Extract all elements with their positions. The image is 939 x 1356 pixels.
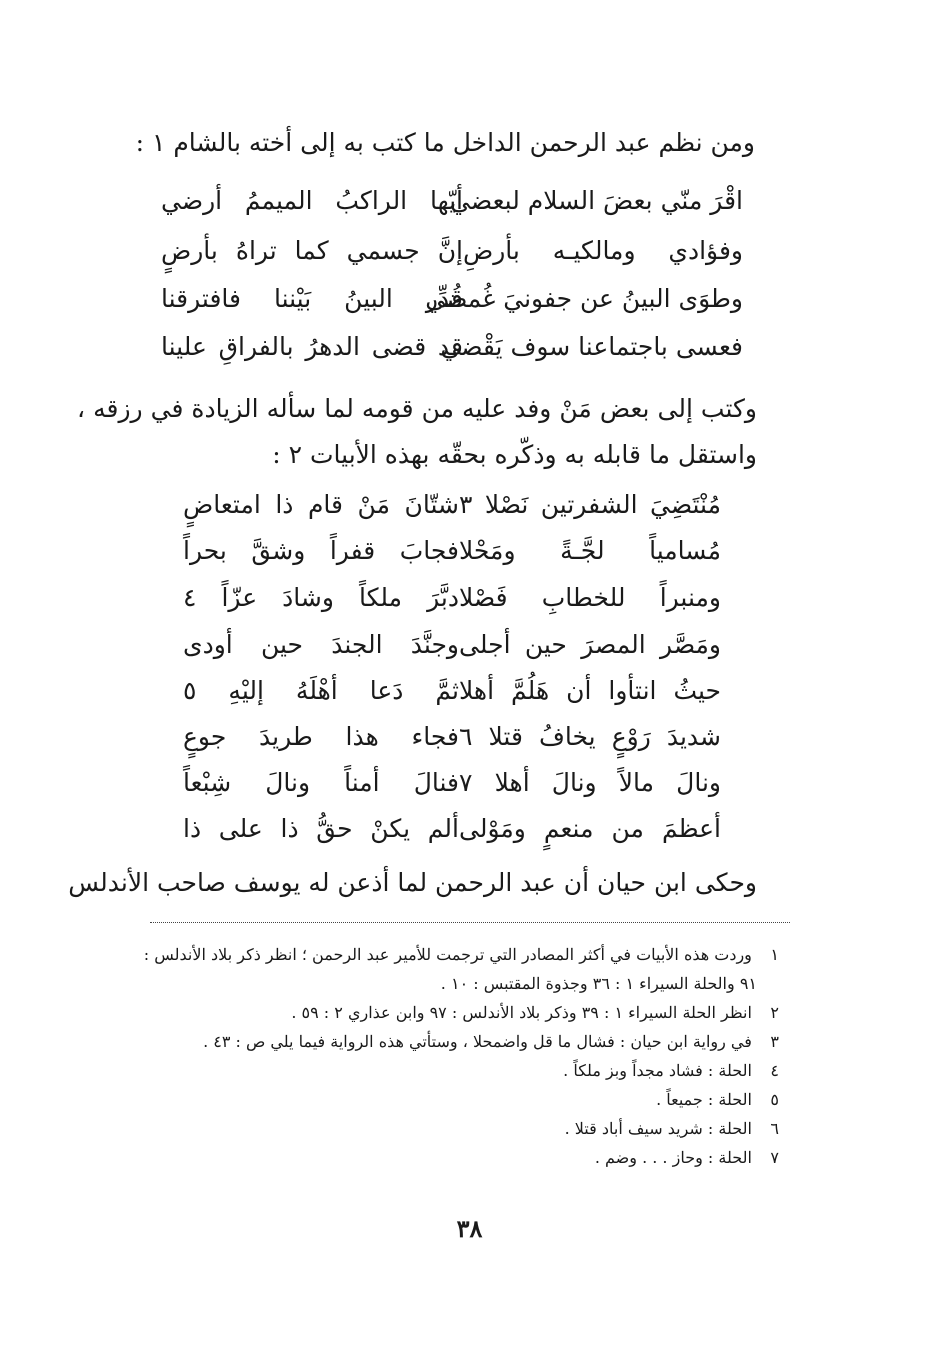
closing-line: وحكى ابن حيان أن عبد الرحمن لما أذعن له يوسف صاحب الأندلس: [68, 868, 757, 897]
hemistich-second: ومنبراً للخطابِ فَصْلا: [459, 583, 721, 612]
footnote: [139, 1143, 779, 1172]
verse-row: [0, 676, 939, 726]
hemistich-first: دبَّرَ ملكاً وشادَ عزّاً ٤: [183, 583, 459, 612]
verse-row: [0, 630, 939, 680]
hemistich-first: وجنَّدَ الجندَ حين أودى: [183, 630, 459, 659]
footnote-divider: [150, 922, 790, 923]
footnote-text: الحلة : وحاز . . . وضم .: [594, 1148, 752, 1167]
hemistich-second: مُسامياً لجَّـةً ومَحْلا: [459, 536, 721, 565]
hemistich-second: ومَصَّر المصرَ حين أجلى: [459, 630, 721, 659]
footnotes: [139, 940, 779, 1172]
intro-paragraph-2: وكتب إلى بعض مَنْ وفد عليه من قومه لما سأله الزيادة في رزقه ، واستقل ما قابله به وذكّره بحقّه بهذه الأبيات ٢ :: [77, 394, 757, 469]
footnote-text: وردت هذه الأبيات في أكثر المصادر التي ترجمت للأمير عبد الرحمن ؛ انظر ذكر بلاد الأندلس :: [143, 945, 752, 964]
hemistich-first: ألم يكنْ حقُّ ذا على ذا: [183, 814, 459, 843]
verse-row: [0, 583, 939, 633]
footnote-number: ٥: [770, 1090, 779, 1109]
verse-row: [0, 236, 939, 286]
verse-row: [0, 284, 939, 334]
hemistich-second: وفؤادي ومالكيـه بأرضِ: [463, 236, 743, 265]
footnote-text: الحلة : جميعاً .: [656, 1090, 752, 1109]
footnote-text: في رواية ابن حيان : فشال ما قل واضمحلا ، وستأتي هذه الرواية فيما يلي ص : ٤٣ .: [203, 1032, 752, 1051]
footnote-number: ٢: [770, 1003, 779, 1022]
verse-row: [0, 490, 939, 540]
footnote-number: ٧: [770, 1148, 779, 1167]
hemistich-second: اقْرَ منّي بعضَ السلام لبعضي: [450, 186, 743, 215]
verse-row: [0, 814, 939, 864]
footnote: [139, 998, 779, 1027]
hemistich-second: فعسى باجتماعنا سوف يَقْضي: [440, 332, 743, 361]
hemistich-first: قُدِّر البينُ بَيْننا فافترقنا: [161, 284, 463, 313]
verse-row: [0, 332, 939, 382]
hemistich-first: قد قضى الدهرُ بالفراقِ علينا: [161, 332, 463, 361]
hemistich-second: أعظمَ من منعمٍ ومَوْلى: [459, 814, 721, 843]
verse-row: [0, 722, 939, 772]
footnote: [139, 1056, 779, 1085]
hemistich-second: مُنْتَضِيَ الشفرتين نَصْلا ٣: [459, 490, 721, 519]
hemistich-first: ثمَّ دَعا أهْلَهُ إليْهِ ٥: [183, 676, 459, 705]
hemistich-second: وطوَى البينُ عن جفونيَ غُمضي: [425, 284, 743, 313]
footnote: [139, 940, 779, 969]
verse-row: [0, 536, 939, 586]
footnote-text: الحلة : فشاد مجداً وبز ملكاً .: [563, 1061, 752, 1080]
intro-line-1: ومن نظم عبد الرحمن الداخل ما كتب به إلى أخته بالشام ١ :: [135, 128, 755, 157]
hemistich-first: إنَّ جسمي كما تراهُ بأرضٍ: [161, 236, 463, 265]
footnote: [139, 1114, 779, 1143]
footnote-text: انظر الحلة السيراء ١ : ٣٩ وذكر بلاد الأندلس : ٩٧ وابن عذاري ٢ : ٥٩ .: [291, 1003, 752, 1022]
footnote-text: الحلة : شريد سيف أباد قتلا .: [564, 1119, 752, 1138]
page-number: ٣٨: [456, 1214, 483, 1243]
verse-row: [0, 186, 939, 236]
footnote-number: ٦: [770, 1119, 779, 1138]
hemistich-first: فنالَ أمناً ونالَ شِبْعاً: [183, 768, 459, 797]
hemistich-second: ونالَ مالاً ونالَ أهلا ٧: [459, 768, 721, 797]
footnote-number: ٤: [770, 1061, 779, 1080]
hemistich-first: فجاء هذا طريدَ جوعٍ: [183, 722, 459, 751]
footnote: [139, 1027, 779, 1056]
footnote-number: ١: [770, 945, 779, 964]
footnote-number: ٣: [770, 1032, 779, 1051]
hemistich-second: حيثُ انتأوا أن هَلُمَّ أهلا: [459, 676, 721, 705]
hemistich-first: فجابَ قفراً وشقَّ بحراً: [183, 536, 459, 565]
hemistich-second: شديدَ رَوْعٍ يخافُ قتلا ٦: [459, 722, 721, 751]
footnote-continuation: ٩١ والحلة السيراء ١ : ٣٦ وجذوة المقتبس : ١٠ .: [440, 974, 757, 993]
verse-row: [0, 768, 939, 818]
hemistich-first: شتّانَ مَنْ قام ذا امتعاضٍ: [183, 490, 459, 519]
hemistich-first: أيّها الراكبُ الميممُ أرضي: [161, 186, 463, 215]
footnote: [139, 1085, 779, 1114]
